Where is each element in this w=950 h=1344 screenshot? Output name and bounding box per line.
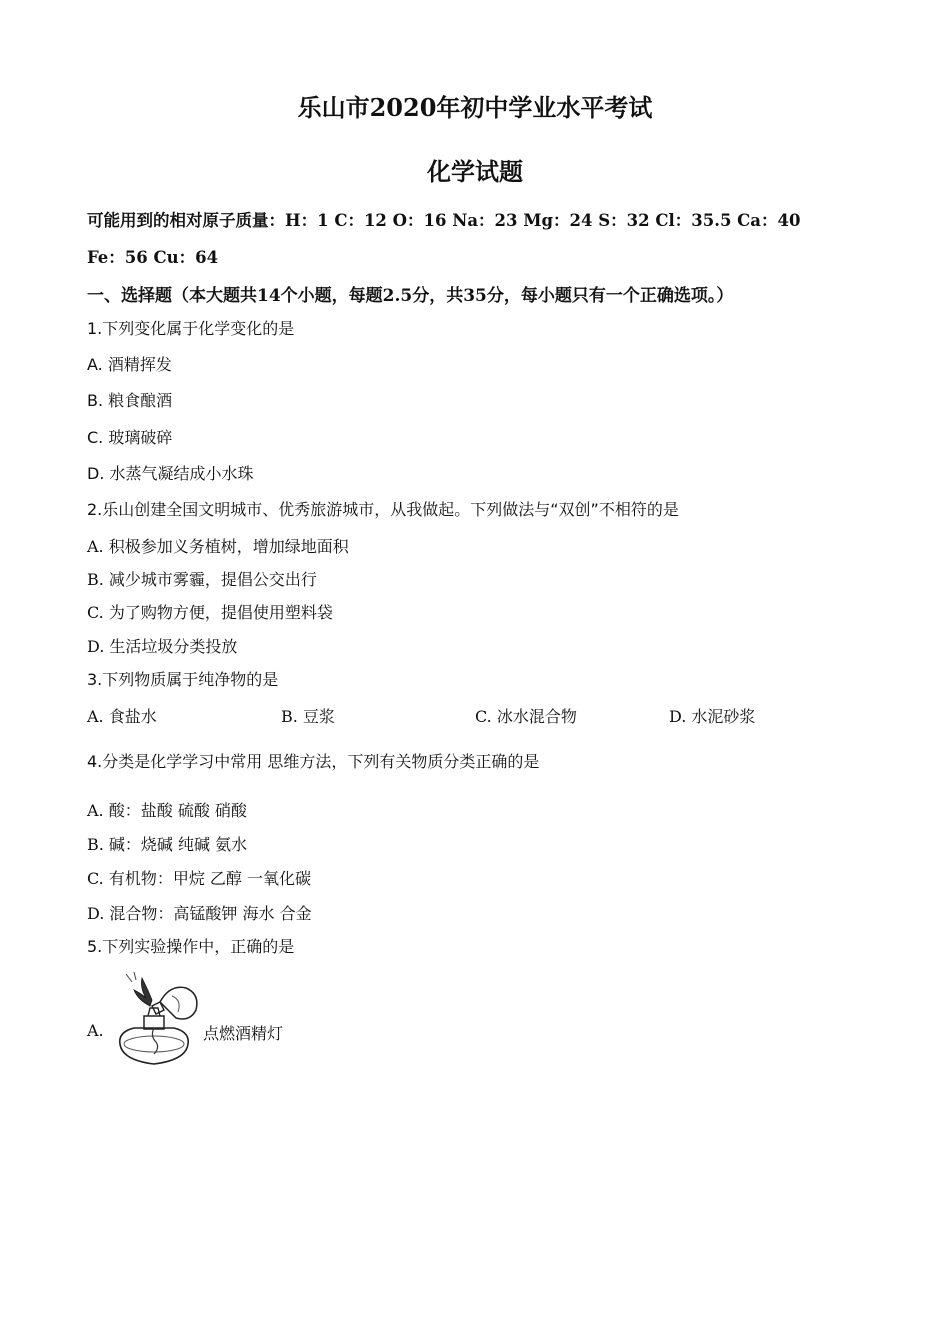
exam-title: 乐山市2020年初中学业水平考试 [297, 93, 653, 122]
question-1-option-c: C. 玻璃破碎 [87, 428, 173, 447]
question-4-option-a: A. 酸：盐酸 硫酸 硝酸 [87, 801, 247, 820]
question-2-option-b: B. 减少城市雾霾，提倡公交出行 [87, 570, 317, 589]
question-1-stem: 1.下列变化属于化学变化的是 [87, 319, 295, 338]
question-5-stem: 5.下列实验操作中，正确的是 [87, 937, 295, 956]
question-1-option-a: A. 酒精挥发 [87, 355, 172, 374]
question-4-option-c: C. 有机物：甲烷 乙醇 一氧化碳 [87, 869, 312, 888]
question-2-option-c: C. 为了购物方便，提倡使用塑料袋 [87, 603, 333, 622]
question-4-option-d: D. 混合物：高锰酸钾 海水 合金 [87, 904, 312, 923]
question-3-option-c: C. 冰水混合物 [475, 707, 577, 726]
question-2-option-d: D. 生活垃圾分类投放 [87, 637, 238, 656]
section-header: 一、选择题（本大题共14个小题，每题2.5分，共35分，每小题只有一个正确选项。） [87, 286, 734, 306]
question-5-option-a-label: A. [87, 1021, 104, 1040]
question-4-stem: 4.分类是化学学习中常用 思维方法，下列有关物质分类正确的是 [87, 752, 540, 771]
question-2-stem: 2.乐山创建全国文明城市、优秀旅游城市，从我做起。下列做法与“双创”不相符的是 [87, 500, 679, 519]
alcohol-lamp-lighting-icon [112, 972, 200, 1072]
question-3-option-d: D. 水泥砂浆 [669, 707, 756, 726]
atomic-masses-line-1: 可能用到的相对原子质量：H：1 C：12 O：16 Na：23 Mg：24 S：32 Cl：35.5 Ca：40 [87, 211, 801, 230]
question-4-option-b: B. 碱：烧碱 纯碱 氨水 [87, 835, 248, 854]
question-3-stem: 3.下列物质属于纯净物的是 [87, 670, 279, 689]
atomic-masses-line-2: Fe：56 Cu：64 [87, 248, 219, 267]
question-3-option-b: B. 豆浆 [281, 707, 335, 726]
question-3-option-a: A. 食盐水 [87, 707, 157, 726]
question-1-option-d: D. 水蒸气凝结成小水珠 [87, 464, 254, 483]
question-1-option-b: B. 粮食酿酒 [87, 391, 173, 410]
question-5-option-a-text: 点燃酒精灯 [203, 1024, 284, 1043]
question-2-option-a: A. 积极参加义务植树，增加绿地面积 [87, 537, 349, 556]
exam-subtitle: 化学试题 [427, 157, 523, 186]
